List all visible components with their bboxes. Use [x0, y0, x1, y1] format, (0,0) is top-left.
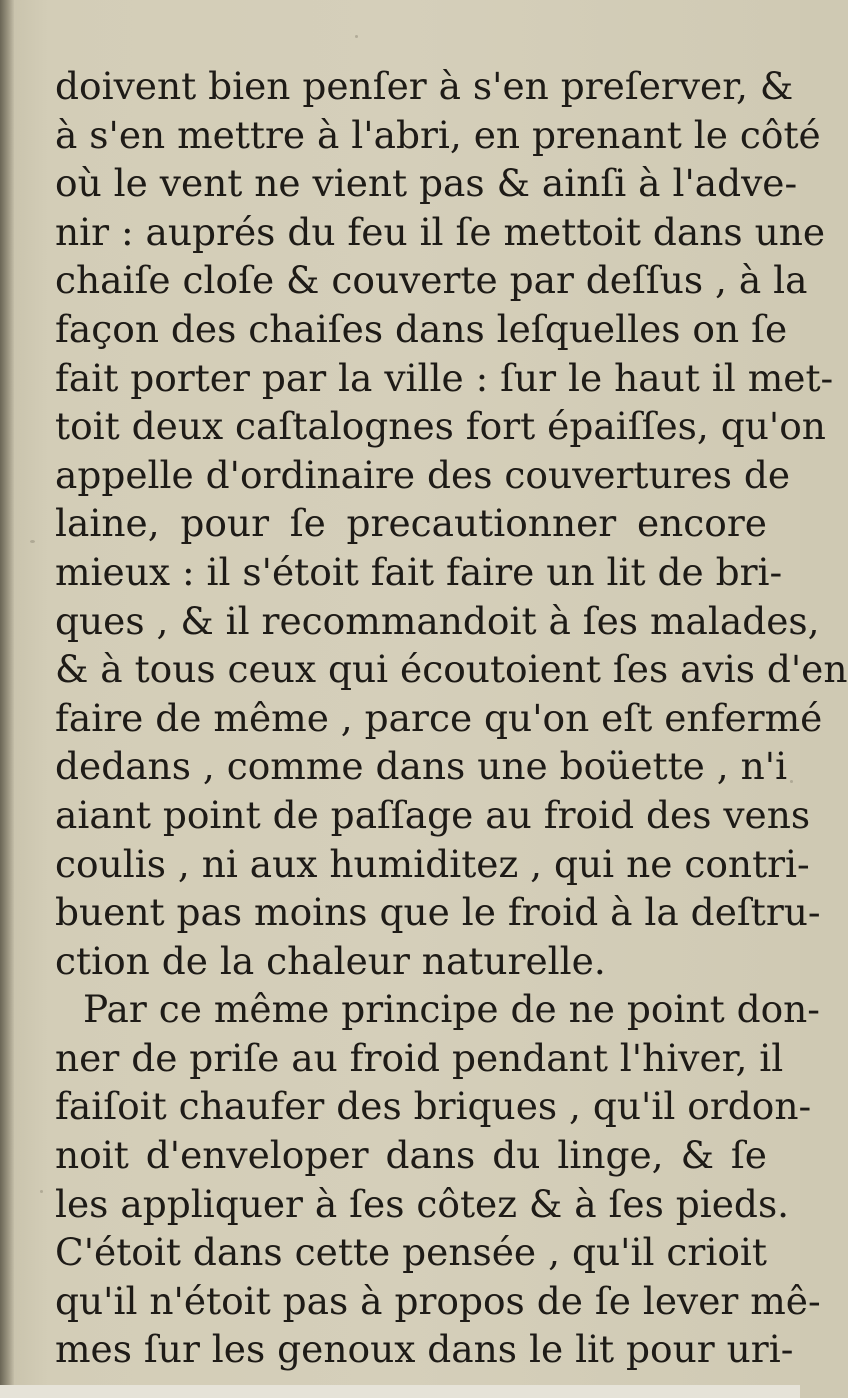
- text-line: chaiſe cloſe & couverte par deſſus , à la: [55, 258, 808, 303]
- text-line: les appliquer à ſes côtez & à ſes pieds.: [55, 1181, 790, 1226]
- page-bottom-edge: [0, 1385, 800, 1398]
- text-line: nir : auprés du feu il ſe mettoit dans une: [55, 209, 826, 254]
- text-line: qu'il n'étoit pas à propos de ſe lever mê-: [55, 1278, 821, 1323]
- text-line: buent pas moins que le froid à la deſtru-: [55, 890, 821, 935]
- text-line: Par ce même principe de ne point don-: [83, 987, 820, 1032]
- text-line: coulis , ni aux humiditez , qui ne contri-: [55, 841, 810, 886]
- text-line: à s'en mettre à l'abri, en prenant le côté: [55, 112, 821, 157]
- page-text: [55, 62, 848, 1374]
- text-line: & à tous ceux qui écoutoient ſes avis d'en: [55, 647, 848, 692]
- text-line: ques , & il recommandoit à ſes malades,: [55, 598, 820, 643]
- text-line: où le vent ne vient pas & ainſi à l'adve-: [55, 161, 798, 206]
- text-line: faire de même , parce qu'on eſt enfermé: [55, 695, 823, 740]
- paper-speck: [790, 780, 793, 783]
- paper-speck: [355, 35, 358, 38]
- text-line: façon des chaiſes dans leſquelles on ſe: [55, 306, 788, 351]
- paper-speck: [40, 1190, 43, 1193]
- text-line: C'étoit dans cette pensée , qu'il crioit: [55, 1230, 767, 1275]
- text-line: laine, pour ſe precautionner encore: [55, 501, 767, 546]
- text-line: appelle d'ordinaire des couvertures de: [55, 452, 791, 497]
- text-line: dedans , comme dans une boüette , n'i: [55, 744, 788, 789]
- text-line: noit d'enveloper dans du linge, & ſe: [55, 1133, 767, 1178]
- text-line: aiant point de paſſage au froid des vens: [55, 792, 811, 837]
- paper-speck: [30, 540, 35, 543]
- text-line: mes ſur les genoux dans le lit pour uri-: [55, 1327, 794, 1372]
- text-line: mieux : il s'étoit fait faire un lit de bri-: [55, 549, 783, 594]
- text-line: faiſoit chaufer des briques , qu'il ordon-: [55, 1084, 812, 1129]
- text-line: doivent bien penſer à s'en preſerver, &: [55, 64, 794, 108]
- text-line: ction de la chaleur naturelle.: [55, 938, 606, 983]
- text-line: toit deux caſtalognes fort épaiſſes, qu'on: [55, 404, 826, 449]
- text-line: ner de priſe au froid pendant l'hiver, il: [55, 1035, 784, 1080]
- page-binding-shadow: [0, 0, 14, 1398]
- text-line: fait porter par la ville : ſur le haut il met-: [55, 355, 834, 400]
